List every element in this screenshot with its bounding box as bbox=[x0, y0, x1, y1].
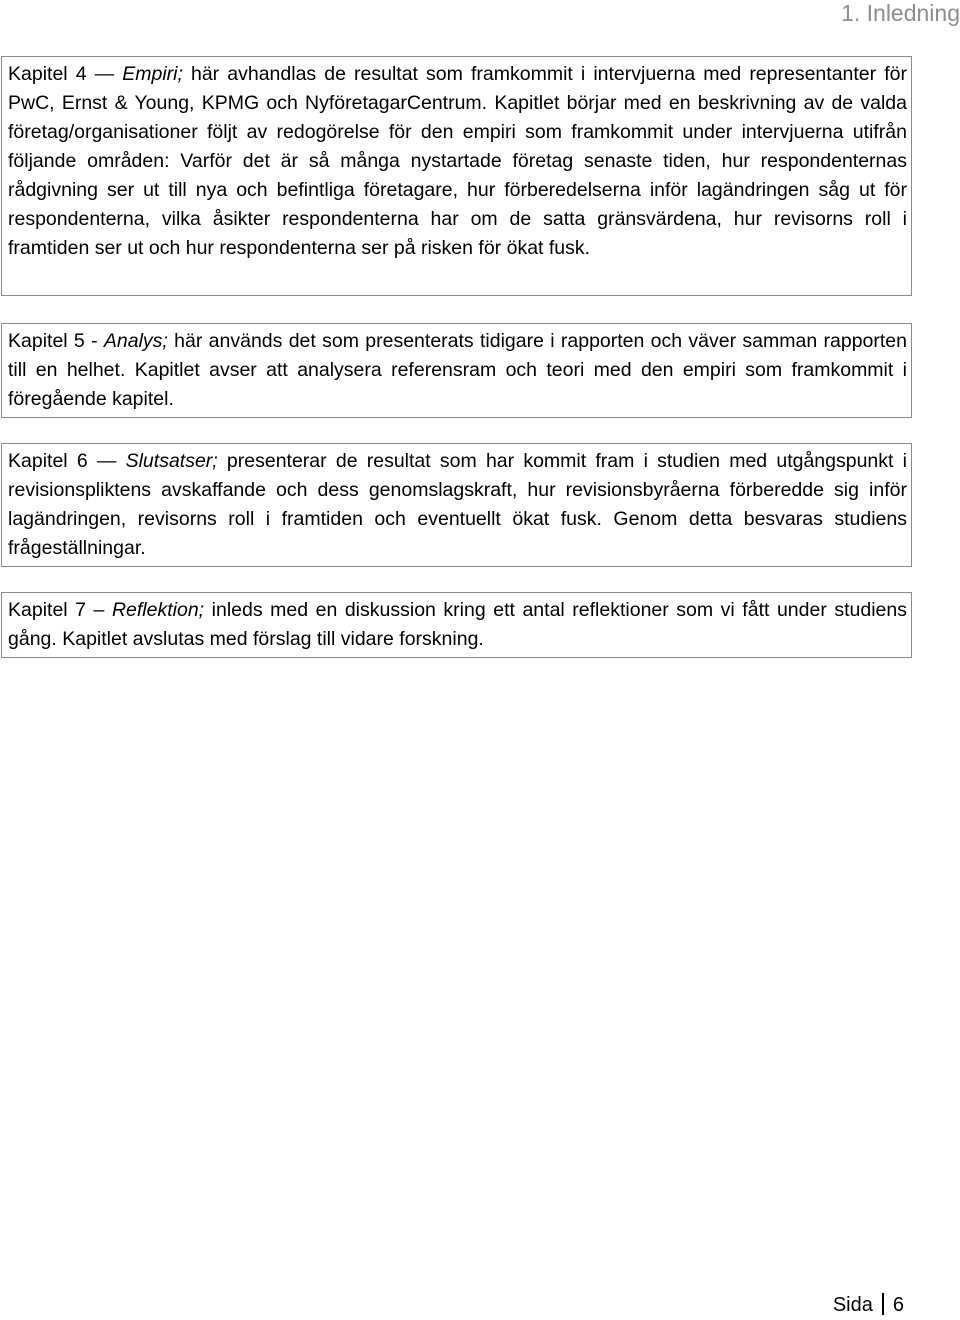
chapter-7-text: inleds med en diskussion kring ett antal reflektioner som vi fått under studiens gång. Kapitlet avslutas med förslag till vidare forskning. bbox=[8, 599, 907, 650]
page-number: 6 bbox=[892, 1294, 904, 1316]
chapter-5-text: här används det som presenterats tidigare i rapporten och väver samman rapporten till en helhet. Kapitlet avser att analysera referensram och teori med den empiri som framkommit i föregående kapitel. bbox=[8, 330, 907, 410]
page-footer bbox=[833, 1293, 904, 1317]
chapter-4-summary bbox=[1, 56, 912, 296]
chapter-6-text: presenterar de resultat som har kommit fram i studien med utgångspunkt i revisionspliktens avskaffande och dess genomslagskraft, hur revisionsbyråerna förberedde sig inför lagändringen, revisorns roll i framtiden och eventuellt ökat fusk. Genom detta besvaras studiens frågeställningar. bbox=[8, 450, 907, 559]
footer-divider bbox=[882, 1293, 884, 1315]
page-label: Sida bbox=[832, 1294, 873, 1316]
chapter-7-lead: Kapitel 7 – bbox=[8, 599, 112, 621]
chapter-4-lead: Kapitel 4 — bbox=[8, 63, 123, 85]
chapter-6-lead: Kapitel 6 — bbox=[8, 450, 126, 472]
chapter-6-summary bbox=[1, 443, 912, 567]
chapter-5-summary bbox=[1, 323, 912, 418]
chapter-5-name: Analys; bbox=[103, 330, 168, 352]
chapter-7-summary bbox=[1, 592, 912, 658]
chapter-7-name: Reflektion; bbox=[111, 599, 205, 621]
chapter-4-text: här avhandlas de resultat som framkommit i intervjuerna med representanter för PwC, Ernst & Young, KPMG och NyföretagarCentrum. Kapitlet börjar med en beskrivning av de valda företag/organisationer följt av redogörelse för den empiri som framkommit under intervjuerna utifrån följande områden: Varför det är så många nystartade företag senaste tiden, hur respondenternas rådgivning ser ut till nya och befintliga företagare, hur förberedelserna inför lagändringen såg ut för respondenterna, vilka åsikter respondenterna har om de satta gränsvärdena, hur revisorns roll i framtiden ser ut och hur respondenterna ser på risken för ökat fusk. bbox=[8, 63, 907, 259]
running-header: 1. Inledning bbox=[841, 0, 960, 26]
chapter-6-name: Slutsatser; bbox=[125, 450, 218, 472]
chapter-5-lead: Kapitel 5 - bbox=[8, 330, 104, 352]
chapter-4-name: Empiri; bbox=[122, 63, 183, 85]
